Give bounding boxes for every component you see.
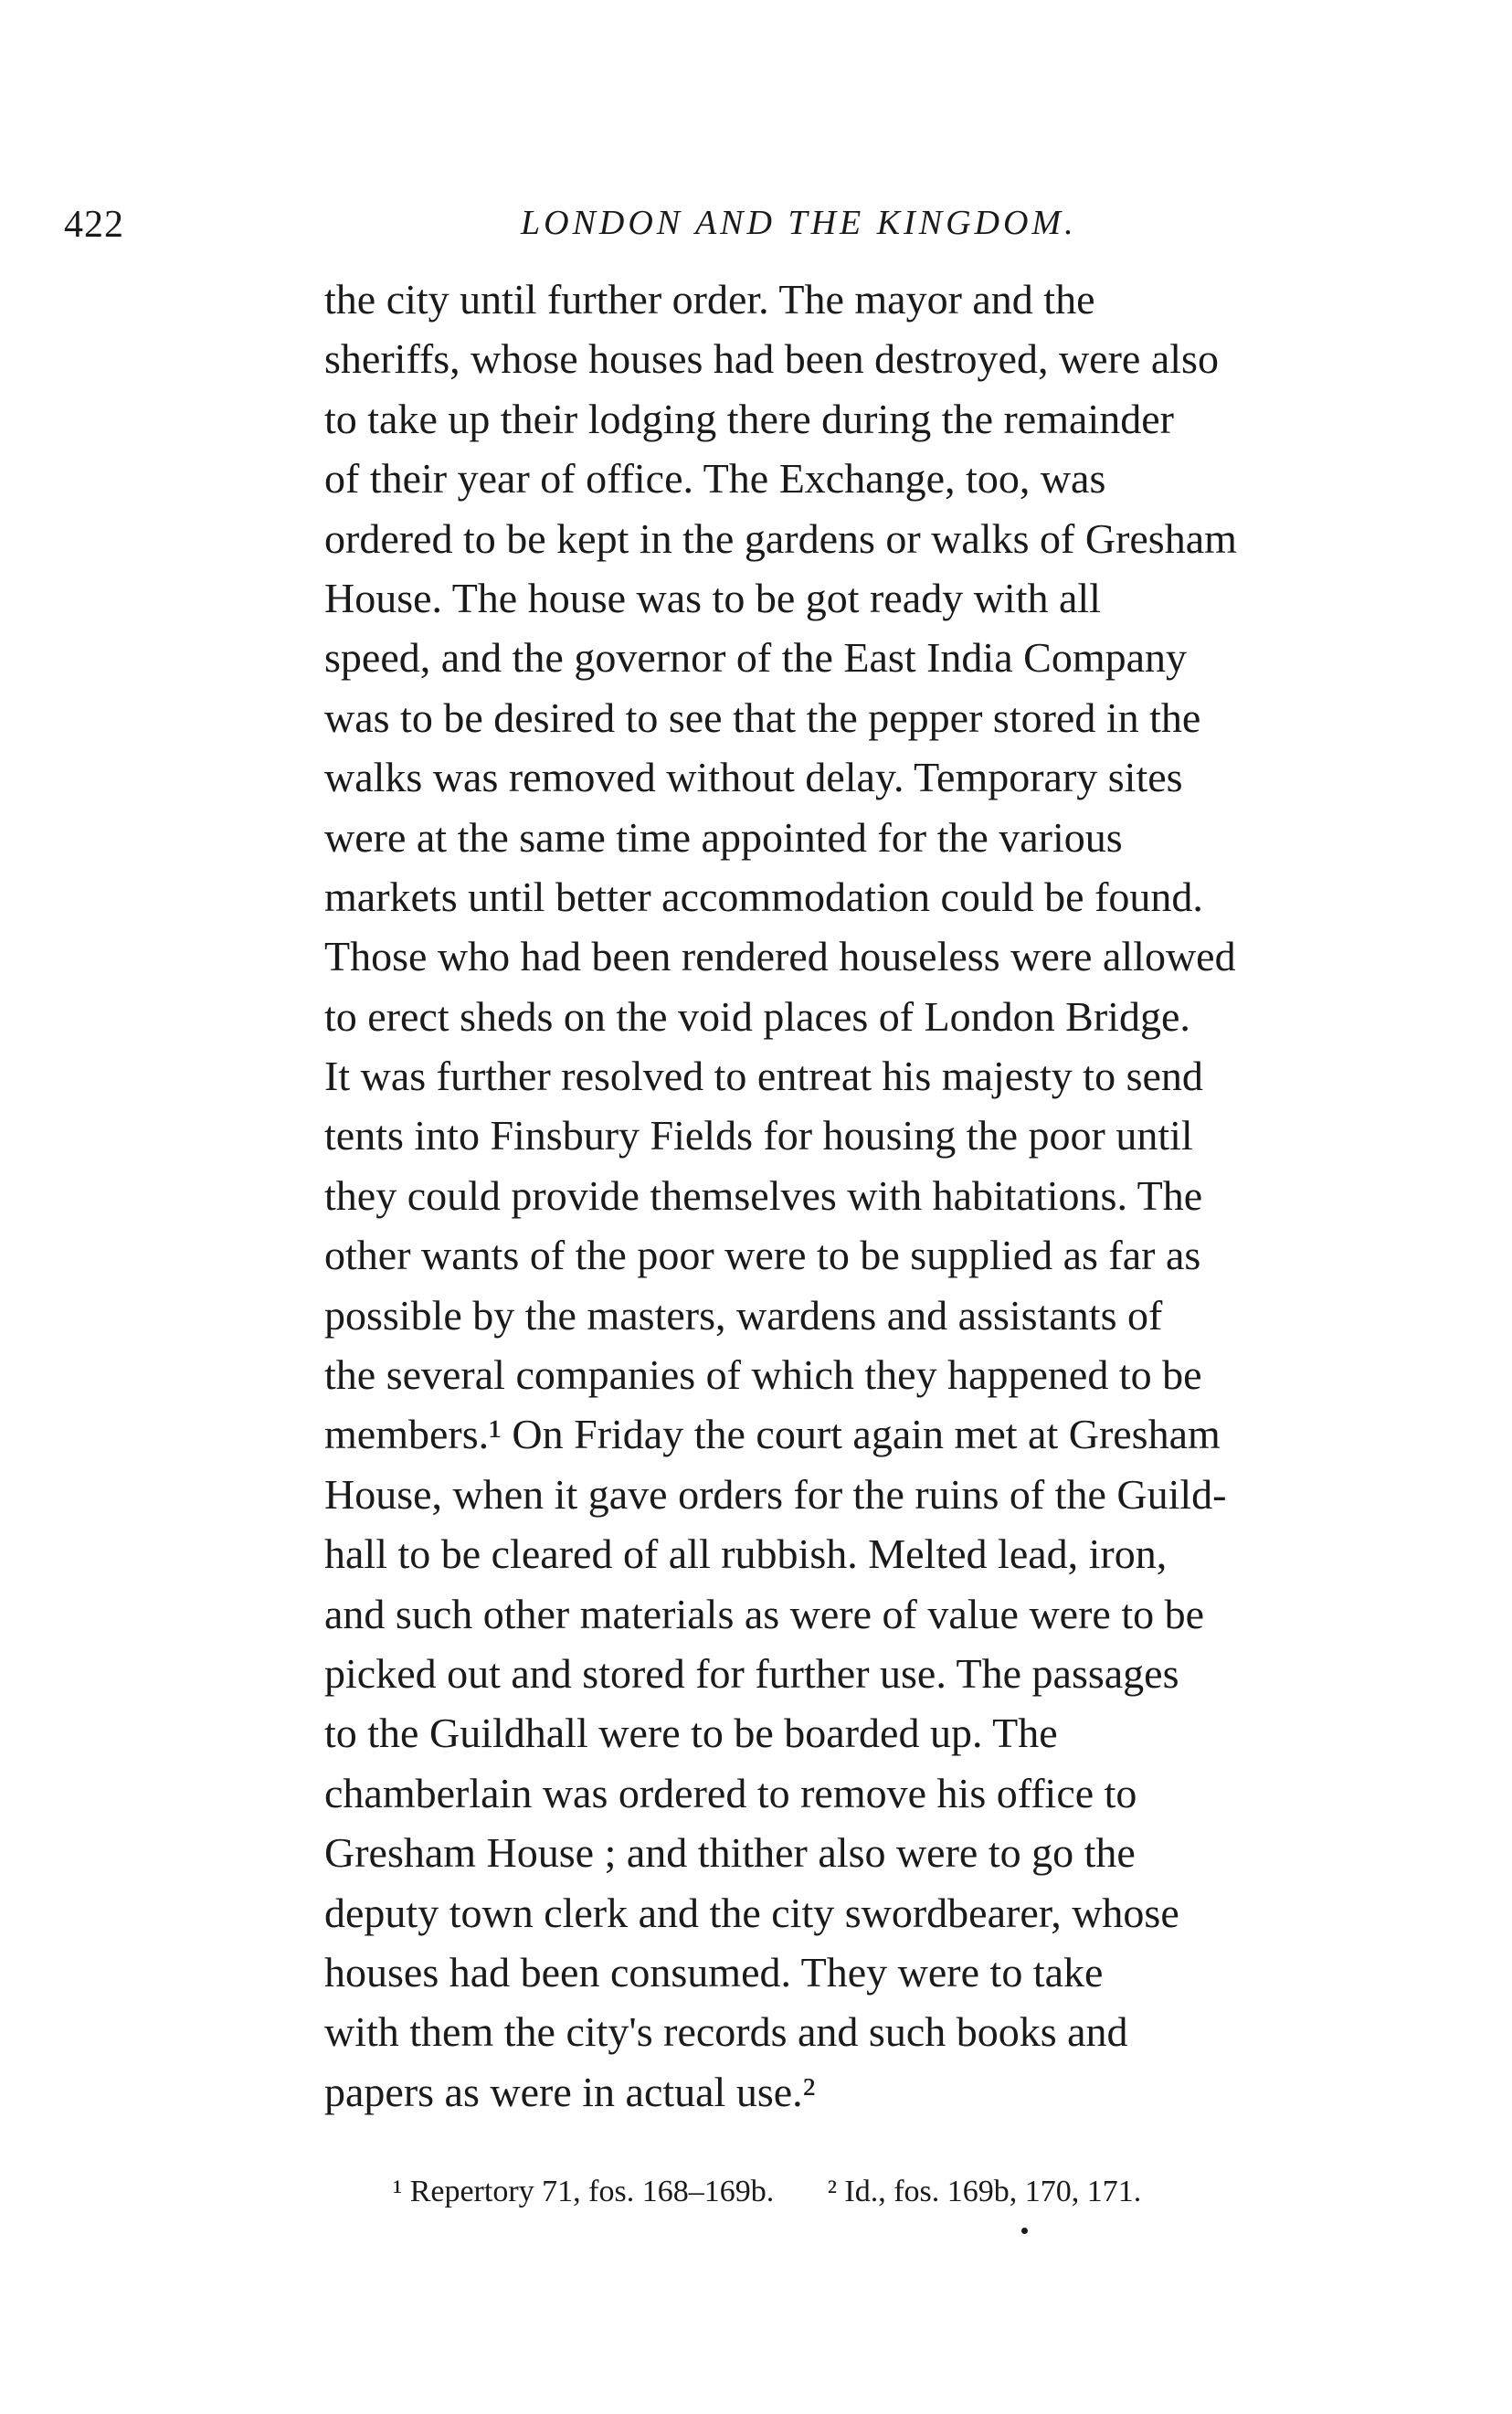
text-line: papers as were in actual use.²	[324, 2068, 816, 2115]
running-header: LONDON AND THE KINGDOM.	[521, 204, 1077, 242]
text-line: was to be desired to see that the pepper stored in the	[324, 693, 1201, 741]
text-line: and such other materials as were of value were to be	[324, 1590, 1205, 1637]
text-line: Those who had been rendered houseless were allowed	[324, 933, 1236, 980]
footnote-1: ¹ Repertory 71, fos. 168–169b.	[393, 2175, 775, 2208]
print-mark-dot	[1021, 2228, 1028, 2234]
text-line: the city until further order. The mayor and the	[324, 276, 1095, 323]
body-text	[324, 270, 1237, 2122]
text-line: of their year of office. The Exchange, too, was	[324, 455, 1106, 503]
text-line: with them the city's records and such books and	[324, 2008, 1128, 2056]
text-line: to erect sheds on the void places of London Bridge.	[324, 992, 1190, 1040]
text-line: possible by the masters, wardens and assistants of	[324, 1291, 1163, 1339]
text-line: hall to be cleared of all rubbish. Melted lead, iron,	[324, 1530, 1168, 1578]
text-line: to take up their lodging there during the remainder	[324, 395, 1174, 442]
text-line: picked out and stored for further use. The passages	[324, 1649, 1179, 1697]
text-line: tents into Finsbury Fields for housing the poor until	[324, 1112, 1193, 1159]
text-line: to the Guildhall were to be boarded up. The	[324, 1710, 1058, 1757]
text-line: houses had been consumed. They were to take	[324, 1948, 1104, 1996]
text-line: ordered to be kept in the gardens or walks of Gresham	[324, 514, 1237, 562]
text-line: other wants of the poor were to be supplied as far as	[324, 1232, 1201, 1279]
text-line: members.¹ On Friday the court again met at Gresham	[324, 1411, 1221, 1458]
text-line: It was further resolved to entreat his majesty to send	[324, 1053, 1203, 1100]
text-line: House, when it gave orders for the ruins of the Guild-	[324, 1470, 1227, 1518]
text-line: they could provide themselves with habitations. The	[324, 1171, 1203, 1219]
footnotes	[393, 2175, 1141, 2209]
text-line: chamberlain was ordered to remove his office to	[324, 1769, 1137, 1816]
text-line: the several companies of which they happened to be	[324, 1351, 1202, 1399]
text-line: were at the same time appointed for the various	[324, 813, 1123, 861]
text-line: Gresham House ; and thither also were to go the	[324, 1829, 1136, 1877]
text-line: markets until better accommodation could be found.	[324, 873, 1203, 920]
text-line: sheriffs, whose houses had been destroyed, were also	[324, 335, 1219, 383]
text-line: speed, and the governor of the East India Company	[324, 634, 1188, 682]
text-line: House. The house was to be got ready with all	[324, 574, 1101, 621]
text-line: deputy town clerk and the city swordbearer, whose	[324, 1889, 1179, 1936]
text-line: walks was removed without delay. Temporary sites	[324, 754, 1183, 801]
footnote-2: ² Id., fos. 169b, 170, 171.	[827, 2175, 1142, 2208]
page-number: 422	[64, 204, 124, 246]
